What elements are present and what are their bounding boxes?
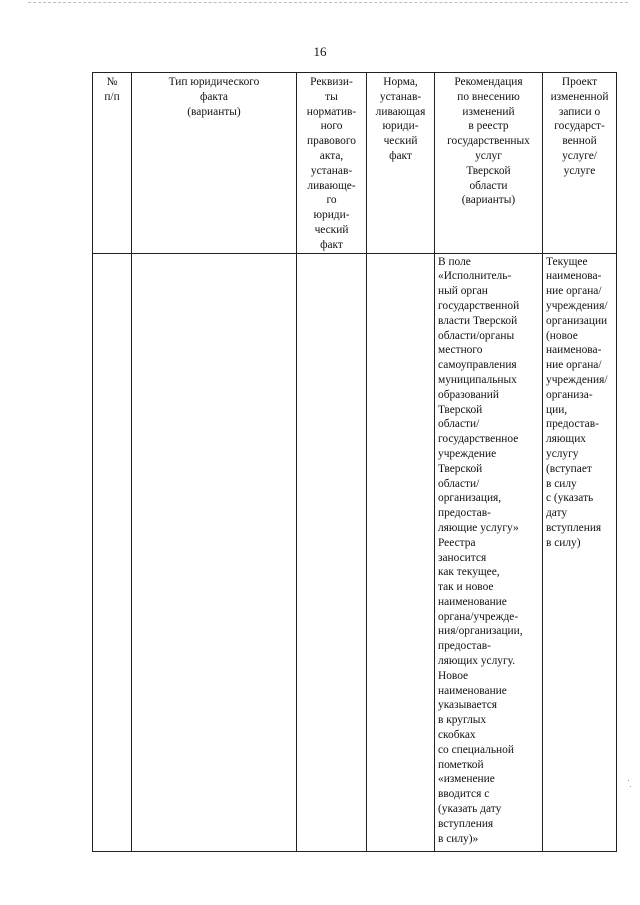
cell-text-line: области	[469, 179, 508, 192]
cell-text-line: наименование	[438, 595, 507, 608]
cell-text-line: №	[106, 76, 118, 88]
cell-text-line: (указать дату	[438, 803, 502, 816]
cell-project	[543, 253, 617, 851]
cell-text-line: Тверской	[466, 164, 511, 177]
cell-text-line: государст-	[554, 120, 605, 133]
cell-text-line: услуг	[475, 149, 502, 162]
cell-text-line: Проект	[561, 76, 598, 88]
cell-text-line: государственной	[438, 299, 520, 312]
cell-text-line: п/п	[104, 90, 120, 103]
cell-text-line: факт	[389, 149, 412, 162]
cell-text-line: вступления	[438, 817, 494, 830]
cell-text-line: области/	[438, 477, 480, 490]
cell-text-line: организа-	[546, 388, 593, 401]
cell-text-line: ляющие услугу»	[438, 521, 519, 534]
cell-text-line: услуге	[563, 164, 596, 177]
cell-text-line: предостав-	[438, 507, 491, 520]
cell-text-line: юриди-	[382, 120, 419, 133]
cell-text-line: Новое	[438, 669, 469, 682]
cell-text-line: учреждение	[438, 447, 497, 460]
cell-text-line: факт	[320, 238, 343, 251]
cell-number	[93, 253, 132, 851]
registry-table	[92, 72, 617, 852]
cell-text-line: власти Тверской	[438, 314, 518, 327]
table-header-row	[93, 73, 617, 254]
header-recommendation	[435, 73, 543, 254]
cell-text-line: предостав-	[546, 418, 599, 431]
cell-text-line: акта,	[319, 149, 344, 162]
cell-text-line: факта	[200, 90, 228, 103]
cell-text-line: ции,	[546, 403, 568, 416]
registry-table-container	[92, 72, 617, 852]
cell-text-line: пометкой	[438, 758, 484, 771]
page-number: 16	[313, 44, 327, 59]
cell-text-line: заносится	[438, 551, 487, 564]
cell-text-line: ливающая	[375, 105, 426, 118]
cell-text-line: образований	[438, 388, 499, 401]
cell-text-line: указывается	[438, 699, 498, 712]
cell-text-line: самоуправления	[438, 359, 517, 372]
cell-text-line: (вступает	[546, 462, 592, 475]
cell-text-line: Реестра	[438, 536, 476, 549]
cell-text-line: ния/организации,	[438, 625, 523, 638]
cell-text-line: «изменение	[438, 773, 495, 786]
cell-text-line: предостав-	[438, 640, 491, 653]
cell-text-line: муниципальных	[438, 373, 517, 386]
cell-text-line: в силу)	[546, 536, 581, 549]
cell-text-line: по внесению	[457, 90, 520, 103]
cell-text-line: организации	[546, 314, 608, 327]
cell-text-line: Реквизи-	[310, 76, 353, 88]
header-norm	[367, 73, 435, 254]
cell-text-line: дату	[546, 507, 568, 520]
cell-text-line: записи о	[558, 105, 601, 118]
cell-text-line: вступления	[546, 521, 602, 534]
cell-text-line: в силу)»	[438, 832, 479, 845]
cell-text-line: в круглых	[438, 714, 487, 727]
table-row	[93, 253, 617, 851]
cell-text-line: ливающе-	[307, 179, 356, 192]
cell-text-line: ние органа/	[546, 285, 602, 298]
cell-text-line: «Исполнитель-	[438, 270, 512, 283]
cell-text-line: учреждения/	[546, 373, 608, 386]
cell-text-line: учреждения/	[546, 299, 608, 312]
scan-top-edge	[28, 2, 628, 3]
cell-text-line: юриди-	[313, 209, 350, 222]
cell-text-line: норматив-	[306, 105, 357, 118]
cell-text-line: ного	[320, 120, 343, 133]
cell-text-line: ческий	[314, 223, 349, 236]
cell-text-line: венной	[562, 135, 597, 148]
cell-text-line: Тверской	[438, 462, 483, 475]
cell-text-line: так и новое	[438, 581, 494, 594]
cell-fact-type	[132, 253, 297, 851]
cell-text-line: В поле	[438, 255, 471, 268]
cell-text-line: наименование	[438, 684, 507, 697]
cell-text-line: устанав-	[310, 164, 353, 177]
cell-text-line: с (указать	[546, 492, 594, 505]
cell-text-line: ляющих услугу.	[438, 655, 516, 668]
cell-text-line: области/органы	[438, 329, 515, 342]
cell-text-line: изменений	[462, 105, 515, 118]
header-requisites	[297, 73, 367, 254]
scan-speck	[628, 780, 629, 781]
cell-norm	[367, 253, 435, 851]
header-fact-type	[132, 73, 297, 254]
cell-text-line: Текущее	[546, 255, 588, 268]
cell-text-line: области/	[438, 418, 480, 431]
cell-text-line: в реестр	[468, 120, 509, 133]
cell-text-line: Рекомендация	[454, 76, 523, 88]
cell-text-line: ляющих	[546, 433, 586, 446]
cell-text-line: государственных	[447, 135, 530, 148]
scan-speck	[630, 786, 631, 787]
cell-text-line: ты	[325, 90, 338, 103]
cell-text-line: Норма,	[383, 76, 418, 88]
cell-requisites	[297, 253, 367, 851]
cell-text-line: (варианты)	[187, 105, 241, 118]
cell-text-line: (новое	[546, 329, 578, 342]
cell-text-line: в силу	[546, 477, 577, 490]
cell-text-line: го	[326, 194, 337, 207]
cell-text-line: наименова-	[546, 344, 602, 357]
cell-text-line: ние органа/	[546, 359, 602, 372]
cell-text-line: вводится с	[438, 788, 490, 801]
cell-text-line: скобках	[438, 729, 476, 742]
cell-text-line: организация,	[438, 492, 502, 505]
cell-recommendation	[435, 253, 543, 851]
header-project	[543, 73, 617, 254]
cell-text-line: ческий	[383, 135, 418, 148]
cell-text-line: Тверской	[438, 403, 483, 416]
cell-text-line: услуге/	[562, 149, 597, 162]
cell-text-line: со специальной	[438, 743, 514, 756]
cell-text-line: как текущее,	[438, 566, 500, 579]
header-number	[93, 73, 132, 254]
cell-text-line: правового	[307, 135, 356, 148]
cell-text-line: измененной	[550, 90, 609, 103]
cell-text-line: местного	[438, 344, 483, 357]
cell-text-line: услугу	[546, 447, 579, 460]
cell-text-line: наименова-	[546, 270, 602, 283]
cell-text-line: органа/учрежде-	[438, 610, 519, 623]
cell-text-line: ный орган	[438, 285, 488, 298]
cell-text-line: государственное	[438, 433, 519, 446]
cell-text-line: (варианты)	[461, 194, 516, 207]
cell-text-line: Тип юридического	[168, 76, 260, 88]
cell-text-line: устанав-	[379, 90, 422, 103]
